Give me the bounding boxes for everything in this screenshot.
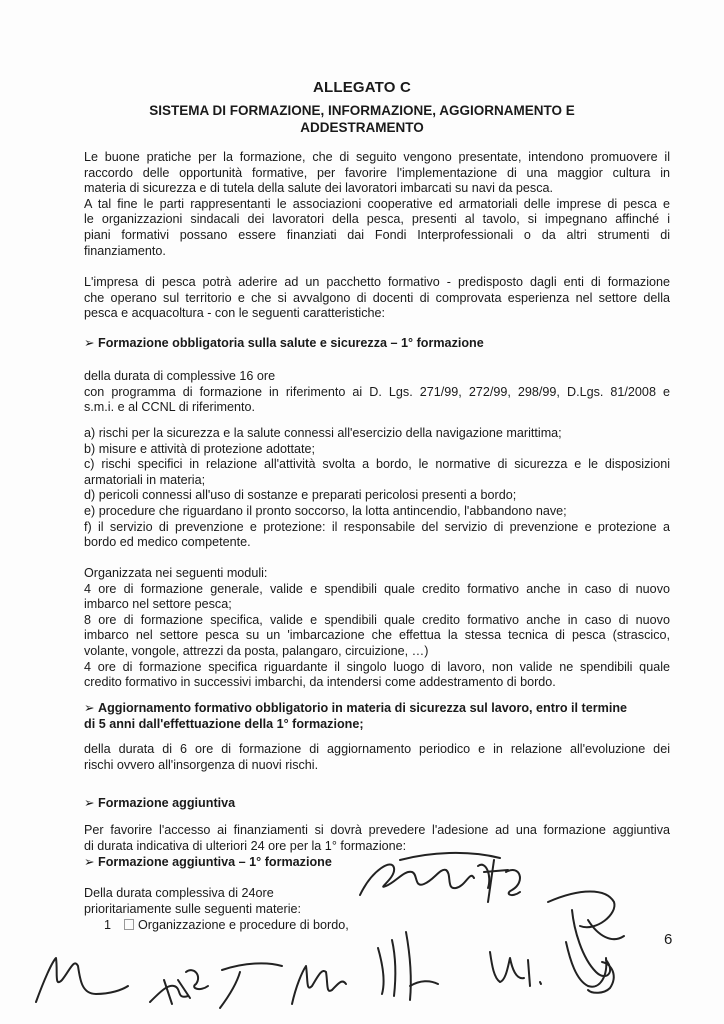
text-line: 8 ore di formazione specifica, valide e spendibili quale credito formativo anche in caso di nuovo [84, 612, 670, 627]
page-number: 6 [664, 931, 673, 948]
text-line: volante, vongole, attrezzi da posta, palangaro, circuizione, …) [84, 643, 429, 658]
list-item: f) il servizio di prevenzione e protezione: il responsabile del servizio di prevenzione e protezione a [84, 519, 670, 534]
text-line: materia di sicurezza e di tutela della salute dei lavoratori imbarcati su navi da pesca. [84, 181, 554, 196]
text-line: credito formativo in successivi imbarchi, da intendersi come addestramento di bordo. [84, 675, 556, 690]
text-line: s.m.i. e al CCNL di riferimento. [84, 400, 255, 415]
heading-text: Formazione aggiuntiva – 1° formazione [98, 855, 332, 869]
signature-middle-right [548, 892, 624, 977]
text-line: 4 ore di formazione specifica riguardante il singolo luogo di lavoro, non valide ne spendibili quale [84, 659, 670, 674]
list-item: armatoriali in materia; [84, 472, 206, 487]
list-item: c) rischi specifici in relazione all'attività svolta a bordo, le normative di sicurezza e le disposizioni [84, 457, 670, 472]
arrow-bullet-icon: ➢ [84, 796, 95, 810]
text-line: L'impresa di pesca potrà aderire ad un pacchetto formativo - predisposto dagli enti di formazione [84, 275, 670, 289]
text-line: di durata indicativa di ulteriori 24 ore per la 1° formazione: [84, 838, 407, 853]
text-line: pesca e acquacoltura - con le seguenti caratteristiche: [84, 306, 386, 321]
arrow-bullet-icon: ➢ [84, 336, 95, 350]
item-number: 1 [104, 918, 112, 932]
text-line: imbarco nel settore pesca su un 'imbarcazione che effettua la stessa tecnica di pesca (strascico, [84, 628, 670, 643]
text-line: Le buone pratiche per la formazione, che di seguito vengono presentate, intendono promuovere il [84, 150, 670, 164]
text-line: 4 ore di formazione generale, valide e spendibili quale credito formativo anche in caso di nuovo [84, 581, 670, 596]
text-line: Organizzata nei seguenti moduli: [84, 566, 268, 580]
text-line: piani formativi possano essere finanziati dai Fondi Interprofessionali o da altri strumenti di [84, 227, 670, 242]
text-line: finanziamento. [84, 243, 166, 258]
annex-subtitle-line-1: SISTEMA DI FORMAZIONE, INFORMAZIONE, AGGIORNAMENTO E [149, 103, 575, 118]
annex-subtitle-line-2: ADDESTRAMENTO [300, 120, 424, 135]
text-line: Della durata complessiva di 24ore [84, 886, 274, 900]
item-text: Organizzazione e procedure di bordo, [138, 918, 349, 932]
text-line: Per favorire l'accesso ai finanziamenti si dovrà prevedere l'adesione ad una formazione aggiuntiva [84, 823, 670, 837]
text-line: imbarco nel settore pesca; [84, 597, 232, 612]
heading-text: Aggiornamento formativo obbligatorio in materia di sicurezza sul lavoro, entro il termine [98, 701, 628, 715]
signature-bottom-row [36, 932, 614, 1008]
text-line: A tal fine le parti rappresentanti le associazioni cooperative ed armatoriali delle imprese di pesca e [84, 196, 670, 211]
list-item: d) pericoli connessi all'uso di sostanze e preparati pericolosi presenti a bordo; [84, 488, 517, 503]
text-line: della durata di complessive 16 ore [84, 369, 276, 383]
text-line: raccordo delle opportunità formative, per favorire l'implementazione di una maggior cultura in [84, 165, 670, 180]
text-line: le organizzazioni sindacali dei lavoratori della pesca, presenti al tavolo, si impegnano affinché i [84, 212, 670, 227]
heading-text: di 5 anni dall'effettuazione della 1° formazione; [84, 716, 364, 731]
text-line: che operano sul territorio e che si avvalgono di docenti di comprovata esperienza nel settore della [84, 290, 670, 305]
text-line: prioritariamente sulle seguenti materie: [84, 901, 301, 916]
arrow-bullet-icon: ➢ [84, 855, 95, 869]
text-line: con programma di formazione in riferimento ai D. Lgs. 271/99, 272/99, 298/99, D.Lgs. 81/2008 e [84, 384, 670, 399]
list-item: a) rischi per la sicurezza e la salute connessi all'esercizio della navigazione marittima; [84, 426, 562, 440]
heading-text: Formazione aggiuntiva [98, 796, 236, 810]
list-item: b) misure e attività di protezione adottate; [84, 441, 316, 456]
list-item: bordo ed medico competente. [84, 535, 251, 550]
text-line: rischi ovvero all'insorgenza di nuovi rischi. [84, 757, 319, 772]
text-line: della durata di 6 ore di formazione di aggiornamento periodico e in relazione all'evoluzione dei [84, 742, 670, 756]
annex-title: ALLEGATO C [312, 79, 412, 96]
arrow-bullet-icon: ➢ [84, 701, 95, 715]
signature-top-right [360, 853, 520, 902]
heading-text: Formazione obbligatoria sulla salute e sicurezza – 1° formazione [98, 336, 484, 350]
list-item: e) procedure che riguardano il pronto soccorso, la lotta antincendio, l'abbandono nave; [84, 503, 567, 518]
